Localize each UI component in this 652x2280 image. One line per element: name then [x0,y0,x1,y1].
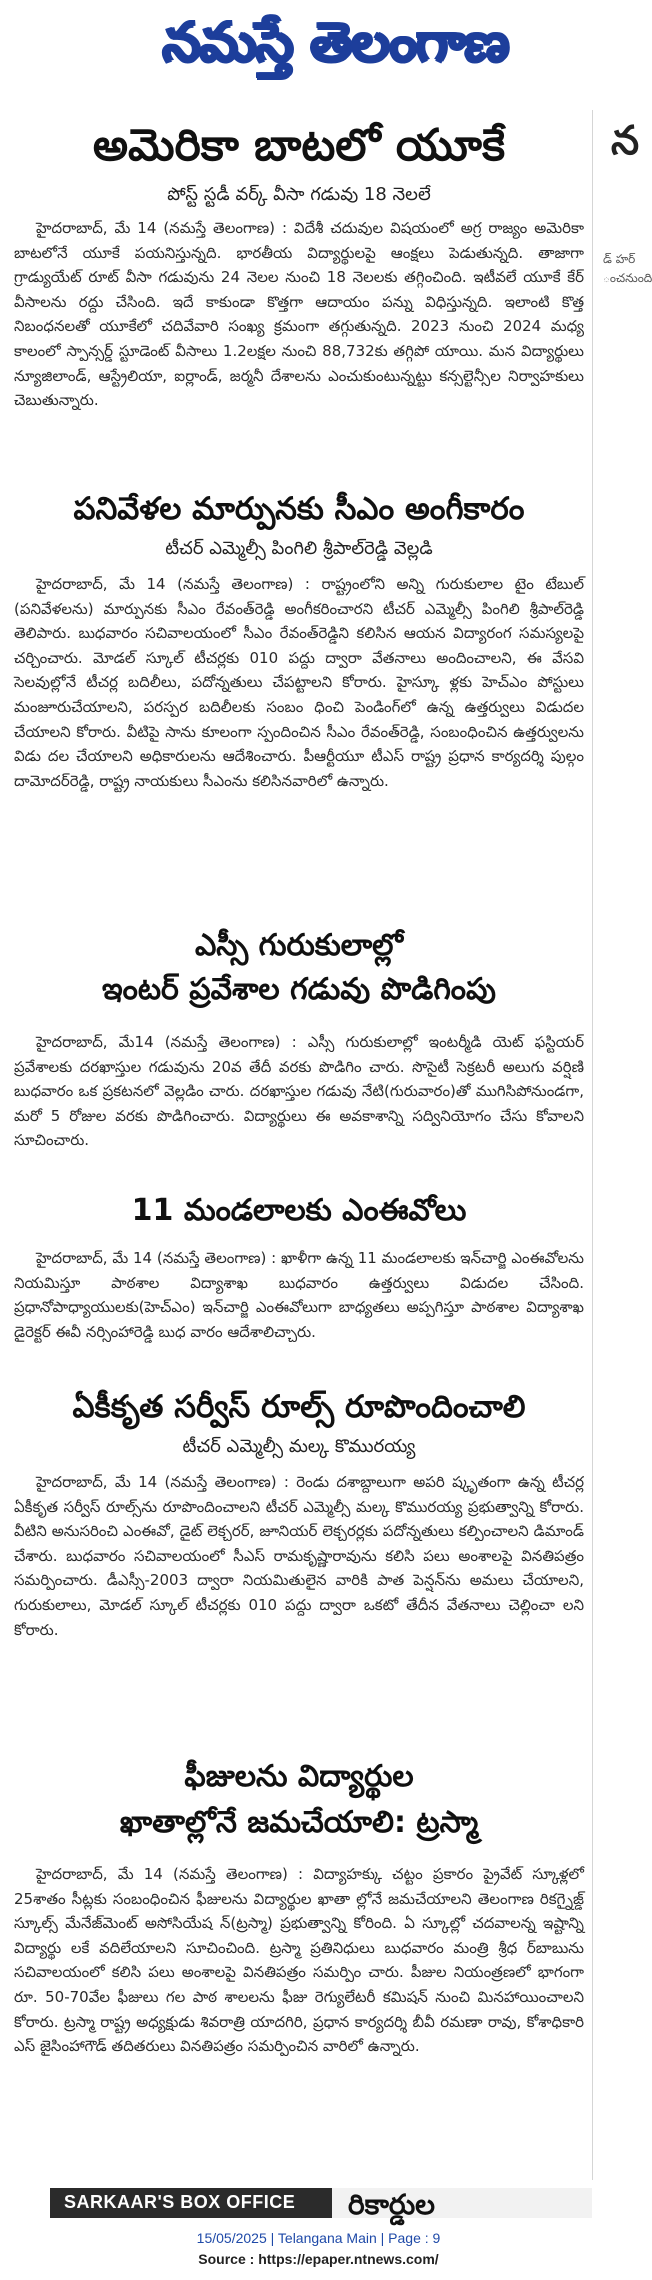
story-headline: అమెరికా బాటలో యూకే [92,120,506,171]
adjacent-column-strip [597,0,652,2190]
adjacent-text-fragment: డ్‌ హర్‌ ంచనుంది [603,252,652,285]
story-fee-tsma [14,1754,584,2059]
masthead-logo [110,8,560,88]
story-headline-line2: ఇంటర్‌ ప్రవేశాల గడువు పొడిగింపు [102,972,496,1007]
story-subhead: పోస్ట్‌ స్టడీ వర్క్‌ వీసా గడువు 18 నెలలే [167,184,431,205]
story-headline: 11 మండలాలకు ఎంఈవోలు [131,1193,467,1228]
story-body: హైదరాబాద్‌, మే 14 (నమస్తే తెలంగాణ) : రెండు దశాబ్దాలుగా అపరి ష్కృతంగా ఉన్న టీచర్ల ఏకీకృత సర్వీస్‌ రూల్స్‌ను రూపొందించాలని టీచర్‌ ఎమ్మెల్సీ మల్క కొమురయ్య ప్రభుత్వాన్ని కోరారు. వీటిని అనుసరించి ఎంఈవో, డైట్‌ లెక్చరర్‌, జూనియర్‌ లెక్చరర్లకు పదోన్నతులు కల్పించాలని డిమాండ్‌ చేశారు. బుధవారం సచివాలయంలో సీఎస్‌ రామకృష్ణారావును కలిసి పలు అంశాలపై వినతిపత్రం సమర్పించారు. డీఎస్సీ-2003 ద్వారా నియమితులైన వారికి పాత పెన్షన్‌ను అమలు చేయాలని, గురుకులాలు, మోడల్‌ స్కూల్‌ టీచర్లకు 010 పద్దు ద్వారా ఒకటో తేదీన వేతనాలు చెల్లించా లని కోరారు. [14,1473,584,1639]
story-body: హైదరాబాద్‌, మే 14 (నమస్తే తెలంగాణ) : రాష్ట్రంలోని అన్ని గురుకులాల టైం టేబుల్‌ (పనివేళలను) మార్పునకు సీఎం రేవంత్‌రెడ్డి అంగీకరించారని టీచర్‌ ఎమ్మెల్సీ పింగిలి శ్రీపాల్‌రెడ్డి తెలిపారు. బుధవారం సచివాలయంలో సీఎం రేవంత్‌రెడ్డిని కలిసిన ఆయన విద్యారంగ సమస్యలపై చర్చించారు. మోడల్‌ స్కూల్‌ టీచర్లకు 010 పద్దు ద్వారా వేతనాలు అందించాలని, ఈ వేసవి సెలవుల్లోనే టీచర్ల బదిలీలు, పదోన్నతులు చేపట్టాలని కోరారు. హైస్కూ ళ్లకు హెచ్‌ఎం పోస్టులు మంజూరుచేయాలని, పరస్పర బదిలీలకు సంబం ధించి పెండింగ్‌లో ఉన్న ఉత్తర్వులు విడుదల చేయాలని కోరారు. వీటిపై సాను కూలంగా స్పందించిన సీఎం రేవంత్‌రెడ్డి, సంబంధించిన ఉత్తర్వులను విడు దల చేయాలని అధికారులను ఆదేశించారు. పీఆర్టీయూ టీఎస్‌ రాష్ట్ర ప్రధాన కార్యదర్శి పుల్గం దామోదర్‌రెడ్డి, రాష్ట్ర నాయకులు సీఎంను కలిసినవారిలో ఉన్నారు. [14,575,584,790]
ad-strip-left-text: SARKAAR'S BOX OFFICE [64,2192,296,2212]
story-subhead: టీచర్‌ ఎమ్మెల్సీ మల్క కొమురయ్య [182,1436,416,1457]
column-divider [592,110,593,2180]
story-subhead: టీచర్‌ ఎమ్మెల్సీ పింగిలి శ్రీపాల్‌రెడ్డి వెల్లడి [165,538,433,559]
story-body: హైదరాబాద్‌, మే14 (నమస్తే తెలంగాణ) : ఎస్సీ గురుకులాల్లో ఇంటర్మీడి యెట్‌ ఫస్టియర్‌ ప్రవేశాలకు దరఖాస్తుల గడువును 20వ తేదీ వరకు పొడిగిం చారు. సొసైటీ సెక్రటరీ అలుగు వర్షిణి బుధవారం ఒక ప్రకటనలో వెల్లడిం చారు. దరఖాస్తుల గడువు నేటి(గురువారం)తో ముగిసిపోనుండగా, మరో 5 రోజుల వరకు పొడిగించారు. విద్యార్థులు ఈ అవకాశాన్ని సద్వినియోగం చేసు కోవాలని సూచించారు. [14,1033,584,1150]
ad-strip-right [332,2188,592,2221]
story-body: హైదరాబాద్‌, మే 14 (నమస్తే తెలంగాణ) : ఖాళీగా ఉన్న 11 మండలాలకు ఇన్‌చార్జి ఎంఈవోలను నియమిస్తూ పాఠశాల విద్యాశాఖ బుధవారం ఉత్తర్వులు విడుదల చేసింది. ప్రధానోపాధ్యాయులకు(హెచ్‌ఎం) ఇన్‌చార్జి ఎంఈవోలుగా బాధ్యతలు అప్పగిస్తూ పాఠశాల విద్యాశాఖ డైరెక్టర్‌ ఈవీ నర్సింహారెడ్డి బుధ వారం ఆదేశాలిచ్చారు. [14,1249,584,1341]
story-body: హైదరాబాద్‌, మే 14 (నమస్తే తెలంగాణ) : విదేశీ చదువుల విషయంలో అగ్ర రాజ్యం అమెరికా బాటలోనే యూకే పయనిస్తున్నది. భారతీయ విద్యార్థులపై ఆంక్షలు పెడుతున్నది. తాజాగా గ్రాడ్యుయేట్‌ రూట్‌ వీసా గడువును 24 నెలల నుంచి 18 నెలలకు తగ్గించింది. ఇటీవలే యూకే కేర్‌ వీసాలను రద్దు చేసింది. ఇదే కాకుండా కొత్తగా ఆదాయం పన్ను విధిస్తున్నది. ఇలాంటి కొత్త నిబంధనలతో యూకేలో చదివేవారి సంఖ్య క్రమంగా తగ్గుతున్నది. 2023 నుంచి 2024 మధ్య కాలంలో స్పాన్సర్డ్‌ స్టూడెంట్‌ వీసాలు 1.2లక్షల నుంచి 88,732కు తగ్గిపో యాయి. మన విద్యార్థులు న్యూజిలాండ్‌, ఆస్ట్రేలియా, ఐర్లాండ్‌, జర్మనీ దేశాలను ఎంచుకుంటున్నట్టు కన్సల్టెన్సీల నిర్వాహకులు చెబుతున్నారు. [14,219,584,410]
page-footer [0,2228,637,2270]
adjacent-headline-fragment: న [611,118,640,164]
story-headline: పనివేళల మార్పునకు సీఎం అంగీకారం [73,491,525,527]
story-headline-line1: ఎస్సీ గురుకులాల్లో [194,928,404,963]
story-sc-gurukul [14,924,584,1153]
story-service-rules [14,1386,584,1642]
story-headline-line2: ఖాతాల్లోనే జమచేయాలి: ట్రస్మా [119,1805,479,1840]
story-body: హైదరాబాద్‌, మే 14 (నమస్తే తెలంగాణ) : విద్యాహక్కు చట్టం ప్రకారం ప్రైవేట్‌ స్కూళ్లలో 25శాతం సీట్లకు సంబంధించిన ఫీజులను విద్యార్థుల ఖాతా ల్లోనే జమచేయాలని తెలంగాణ రికగ్నైజ్డ్‌ స్కూల్స్‌ మేనేజ్‌మెంట్‌ అసోసియేష న్‌(ట్రస్మా) ప్రభుత్వాన్ని కోరింది. ఏ స్కూల్లో చదవాలన్న ఇష్టాన్ని విద్యార్థు లకే వదిలేయాలని సూచించింది. ట్రస్మా ప్రతినిధులు బుధవారం మంత్రి శ్రీధ ర్‌బాబును సచివాలయంలో కలిసి పలు అంశాలపై వినతిపత్రం సమర్పిం చారు. పీజుల నియంత్రణలో భాగంగా రూ. 50-70వేల ఫీజులు గల పాఠ శాలలను ఫీజు రెగ్యులేటరీ కమిషన్‌ నుంచి మినహాయించాలని కోరారు. ట్రస్మా రాష్ట్ర అధ్యక్షుడు శివరాత్రి యాదగిరి, ప్రధాన కార్యదర్శి బీవీ రమణా రావు, కోశాధికారి ఎస్‌ జైసింహాగౌడ్‌ తదితరులు వినతిపత్రం సమర్పించిన వారిలో ఉన్నారు. [14,1865,584,2056]
footer-edition-line: 15/05/2025 | Telangana Main | Page : 9 [196,2230,441,2246]
masthead-title: నమస్తే తెలంగాణ [162,9,508,73]
story-work-hours [14,488,584,793]
story-headline: ఏకీకృత సర్వీస్‌ రూల్స్‌ రూపొందించాలి [72,1389,526,1425]
footer-source-link[interactable]: Source : https://epaper.ntnews.com/ [198,2251,439,2267]
ad-strip-right-text: రికార్డుల [348,2188,436,2221]
story-uk-visa [14,118,584,413]
story-meo-posts [14,1190,584,1344]
story-headline-line1: ఫీజులను విద్యార్థుల [184,1759,414,1794]
ad-strip-left [50,2188,332,2218]
ad-strip [50,2188,592,2221]
